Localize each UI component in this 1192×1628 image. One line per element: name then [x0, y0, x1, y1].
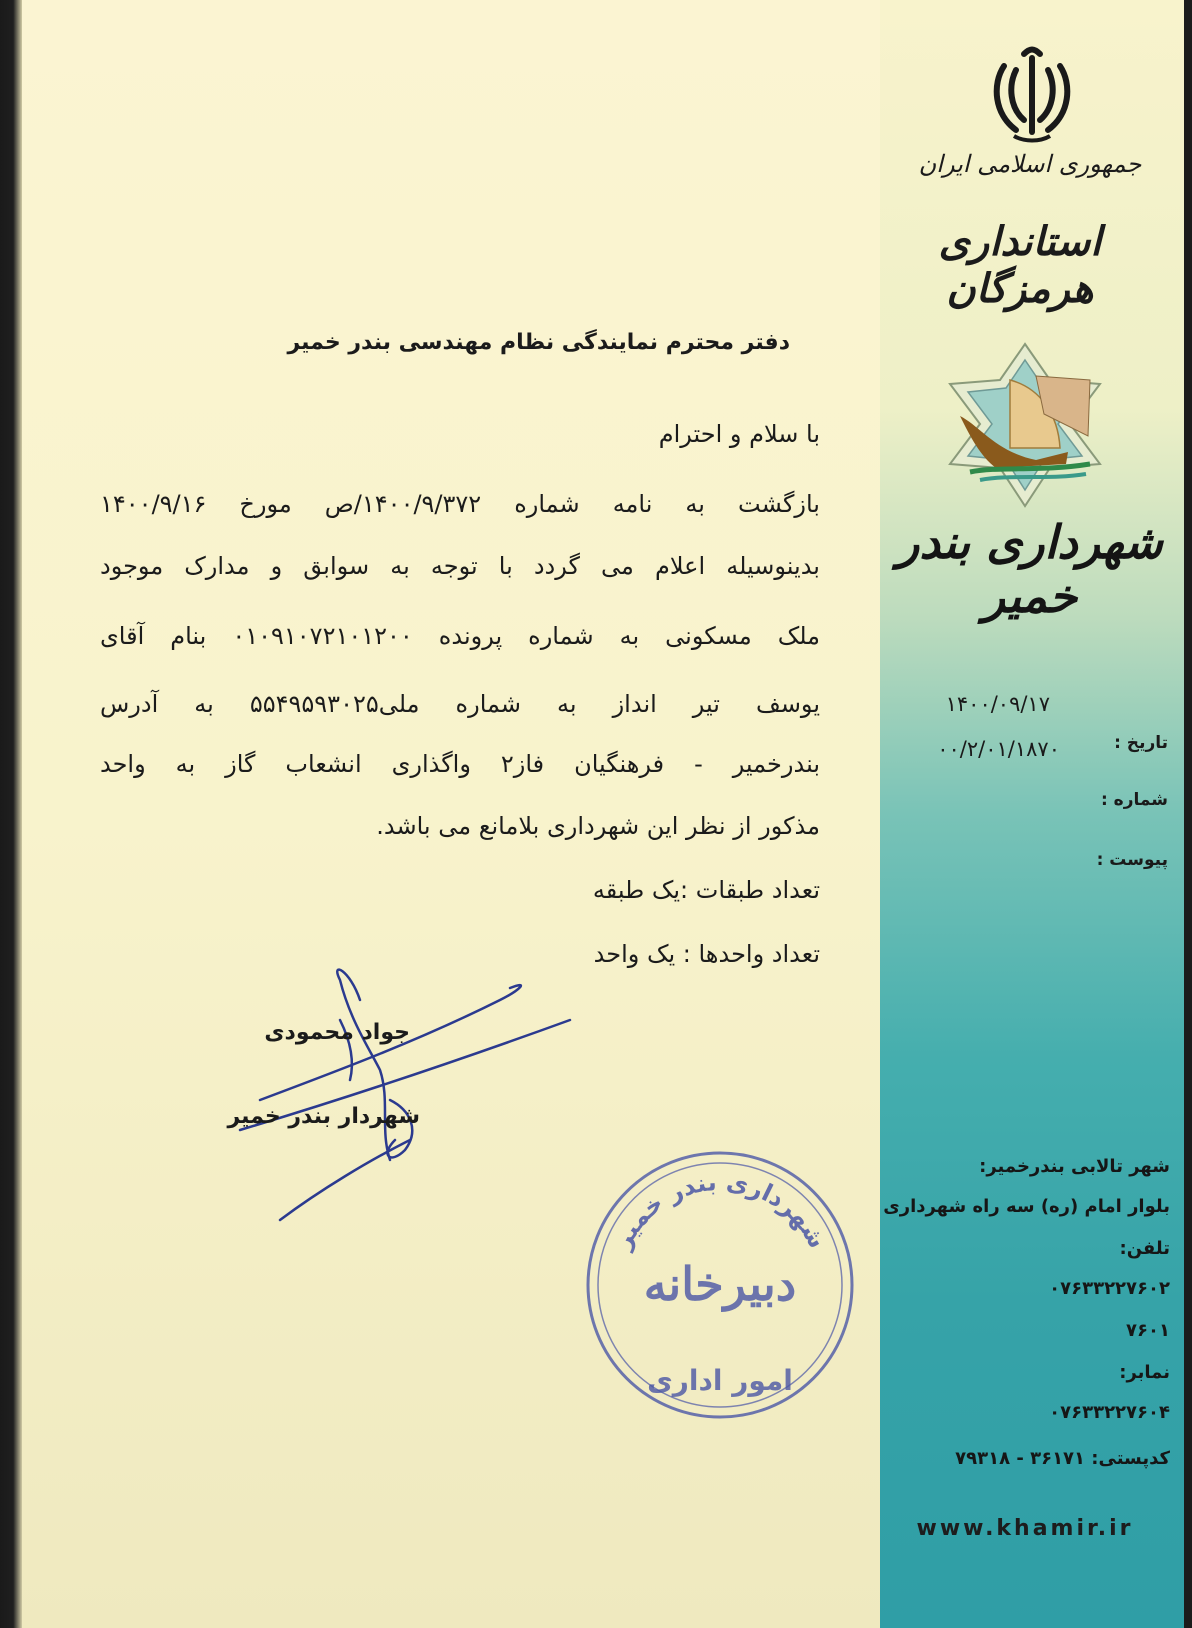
handwritten-signature	[200, 960, 600, 1240]
municipality-logo-icon	[940, 340, 1110, 510]
phone-label: تلفن:	[1119, 1238, 1170, 1259]
fax-label: نمابر:	[1119, 1362, 1170, 1383]
stamp-center-text: دبیرخانه	[643, 1257, 797, 1311]
body-line-1: بازگشت به نامه شماره ۱۴۰۰/۹/۳۷۲/ص مورخ ۱۴۰۰/۹/۱۶	[100, 490, 820, 518]
province-name: استانداری هرمزگان	[938, 218, 1102, 312]
phone-number-1: ۰۷۶۳۳۲۲۷۶۰۲	[1049, 1278, 1170, 1299]
secretariat-stamp	[575, 1140, 865, 1430]
address-line-1: شهر تالابی بندرخمیر:	[979, 1156, 1170, 1177]
greeting: با سلام و احترام	[658, 420, 820, 448]
country-name: جمهوری اسلامی ایران	[918, 150, 1142, 178]
stamp-bottom-text: امور اداری	[647, 1364, 793, 1397]
fax-number: ۰۷۶۳۳۲۲۷۶۰۴	[1049, 1402, 1170, 1423]
signer-name: جواد محمودی	[264, 1020, 410, 1045]
number-value: ۰۰/۲/۰۱/۱۸۷۰	[937, 737, 1060, 761]
units-line: تعداد واحدها : یک واحد	[593, 940, 820, 968]
signer-title: شهردار بندر خمیر	[227, 1104, 420, 1129]
iran-emblem-icon	[990, 44, 1074, 144]
address-line-2: بلوار امام (ره) سه راه شهرداری	[883, 1196, 1170, 1217]
website-link[interactable]: www.khamir.ir	[916, 1516, 1134, 1541]
body-line-5: بندرخمیر - فرهنگیان فاز۲ واگذاری انشعاب گاز به واحد	[100, 750, 820, 778]
stamp-top-text: شهرداری بندر خمیر	[608, 1167, 832, 1254]
attachment-label: پیوست :	[1096, 850, 1168, 870]
body-line-6: مذکور از نظر این شهرداری بلامانع می باشد.	[376, 812, 820, 840]
date-label: تاریخ :	[1114, 733, 1168, 753]
floors-line: تعداد طبقات :یک طبقه	[592, 876, 820, 904]
number-label: شماره :	[1100, 790, 1168, 810]
postal-code: کدپستی: ۳۶۱۷۱ - ۷۹۳۱۸	[955, 1448, 1170, 1469]
recipient: دفتر محترم نمایندگی نظام مهندسی بندر خمیر	[287, 330, 790, 355]
date-value: ۱۴۰۰/۰۹/۱۷	[945, 692, 1050, 716]
scan-border-right	[1184, 0, 1192, 1628]
body-line-4: یوسف تیر انداز به شماره ملی۵۵۴۹۵۹۳۰۲۵ به آدرس	[100, 690, 821, 718]
body-line-3: ملک مسکونی به شماره پرونده ۰۱۰۹۱۰۷۲۱۰۱۲۰۰ بنام آقای	[100, 622, 821, 650]
body-line-2: بدینوسیله اعلام می گردد با توجه به سوابق و مدارک موجود	[100, 552, 820, 580]
scan-border-left	[0, 0, 22, 1628]
municipality-name: شهرداری بندر خمیر	[897, 515, 1163, 623]
phone-number-2: ۷۶۰۱	[1126, 1320, 1170, 1341]
